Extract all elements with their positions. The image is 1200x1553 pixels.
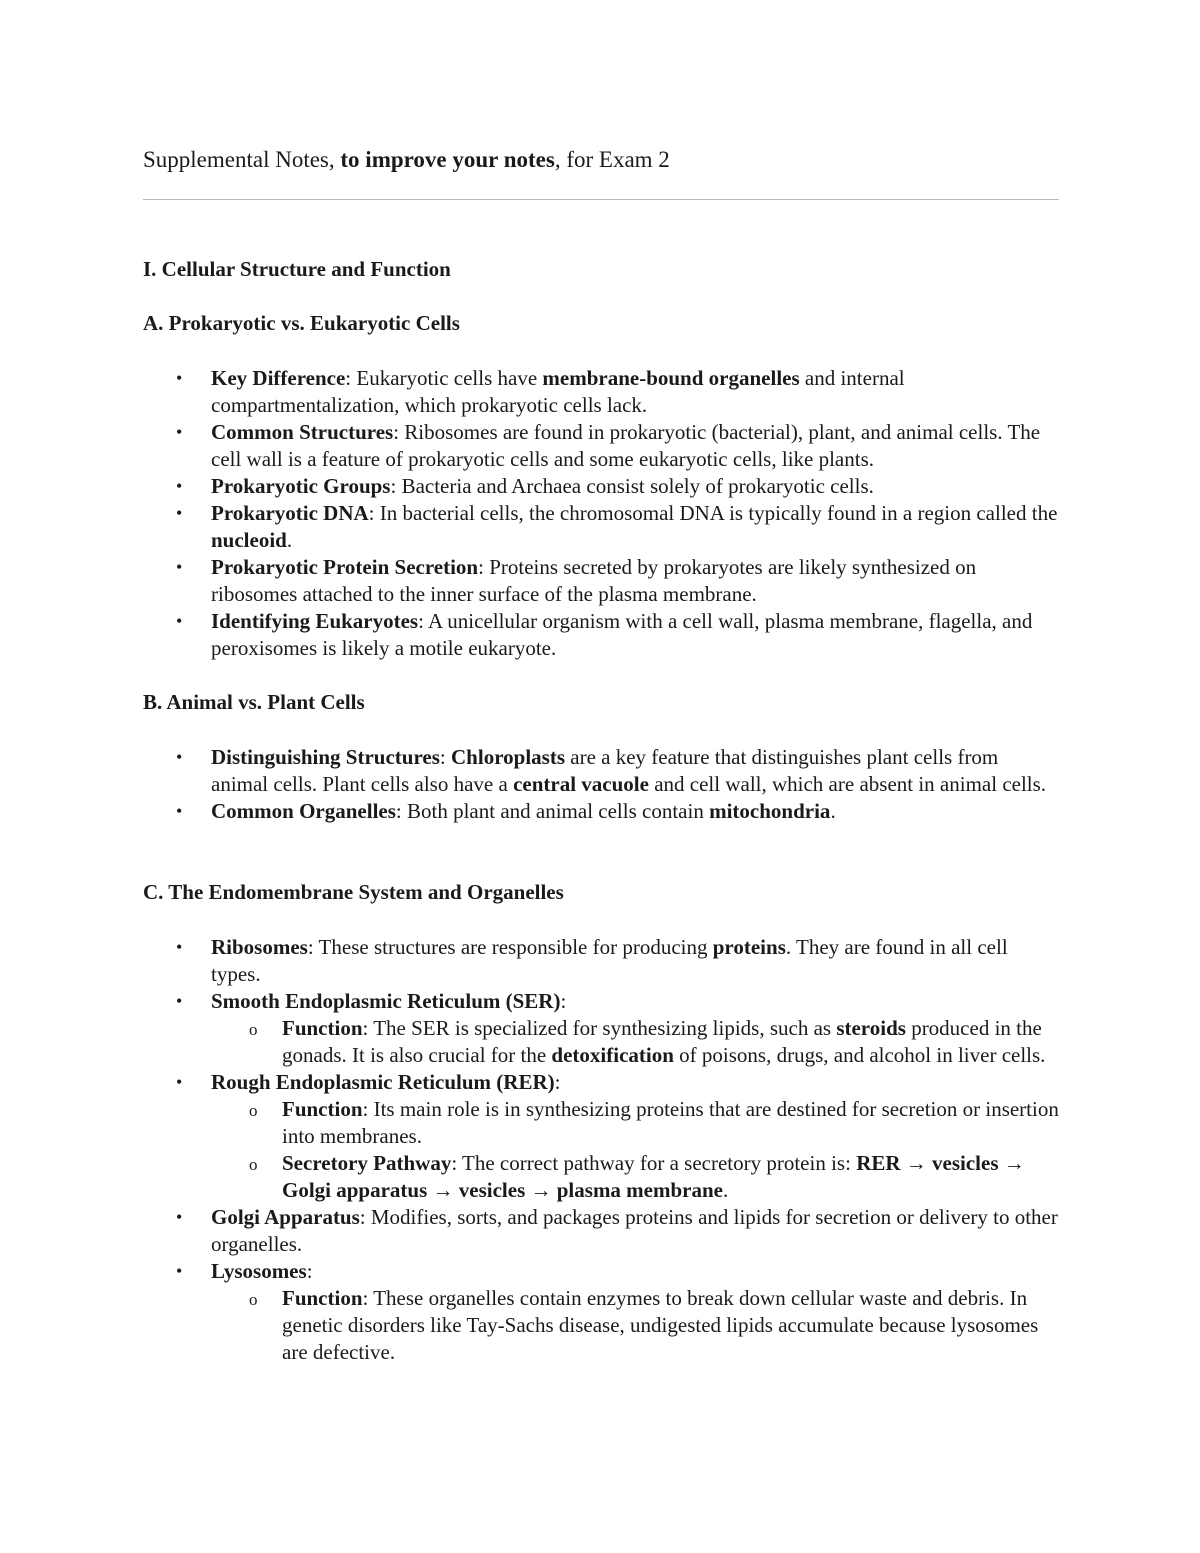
section-heading-animal-vs-plant: B. Animal vs. Plant Cells [143,690,365,714]
list-item-golgi: • Golgi Apparatus: Modifies, sorts, and packages proteins and lipids for secretion or delivery to other organelles. [176,1205,1058,1256]
title-text-end: , for Exam 2 [554,147,670,172]
bullet-icon: • [176,1207,183,1227]
list-item: • Prokaryotic Groups: Bacteria and Archaea consist solely of prokaryotic cells. [176,474,874,498]
list-endomembrane-system [143,934,1059,1366]
document-title [143,145,670,175]
sublist-rer [211,1096,1059,1204]
sublist-lysosomes [211,1285,1059,1366]
sublist-item: o Secretory Pathway: The correct pathway for a secretory protein is: RER → vesicles → Golgi apparatus → vesicles → plasma membrane. [249,1151,1025,1202]
list-prokaryotic-vs-eukaryotic [143,365,1059,662]
horizontal-rule [143,199,1059,200]
list-item: • Common Organelles: Both plant and animal cells contain mitochondria. [176,799,836,823]
title-emphasis: to improve your notes [340,147,555,172]
list-item-ser: • Smooth Endoplasmic Reticulum (SER): o Function: The SER is specialized for synthesizing lipids, such as steroids produced in the gonads. It is also crucial for the detoxification of poisons, drugs, and alcohol in liver cells. [143,988,1059,1069]
title-text: Supplemental Notes, [143,147,341,172]
bullet-icon: • [176,1261,183,1281]
bullet-icon: • [176,557,183,577]
list-item: • Distinguishing Structures: Chloroplasts are a key feature that distinguishes plant cells from animal cells. Plant cells also have a central vacuole and cell wall, which are absent in animal cells. [176,745,1047,796]
bullet-icon: • [176,611,183,631]
bullet-icon: • [176,1072,183,1092]
list-item-lysosomes: • Lysosomes: o Function: These organelles contain enzymes to break down cellular waste and debris. In genetic disorders like Tay-Sachs disease, undigested lipids accumulate because lysosomes are defective. [143,1258,1059,1366]
bullet-icon: • [176,747,183,767]
sublist-item: o Function: The SER is specialized for synthesizing lipids, such as steroids produced in the gonads. It is also crucial for the detoxification of poisons, drugs, and alcohol in liver cells. [249,1016,1046,1067]
section-heading-endomembrane-system: C. The Endomembrane System and Organelles [143,880,564,904]
list-item: • Key Difference: Eukaryotic cells have membrane-bound organelles and internal compartmentalization, which prokaryotic cells lack. [176,366,905,417]
bullet-icon: • [176,801,183,821]
list-item: • Prokaryotic DNA: In bacterial cells, the chromosomal DNA is typically found in a region called the nucleoid. [176,501,1058,552]
list-animal-vs-plant [143,744,1059,825]
sub-bullet-icon: o [249,1155,258,1174]
sublist-item: o Function: These organelles contain enzymes to break down cellular waste and debris. In genetic disorders like Tay-Sachs disease, undigested lipids accumulate because lysosomes are defective. [249,1286,1039,1364]
bullet-icon: • [176,476,183,496]
bullet-icon: • [176,937,183,957]
bullet-icon: • [176,422,183,442]
sub-bullet-icon: o [249,1020,258,1039]
sub-bullet-icon: o [249,1290,258,1309]
sub-bullet-icon: o [249,1101,258,1120]
list-item: • Prokaryotic Protein Secretion: Proteins secreted by prokaryotes are likely synthesized on ribosomes attached to the inner surface of the plasma membrane. [176,555,977,606]
list-item-rer: • Rough Endoplasmic Reticulum (RER): o Function: Its main role is in synthesizing proteins that are destined for secretion or insertion into membranes. o Secretory Pathway: The correct pathway for a secretory protein is: RER → vesicles → Golgi apparatus → vesicles → plasma membrane. [176,1070,1059,1202]
sublist-ser [211,1015,1059,1069]
section-heading-prokaryotic-vs-eukaryotic: A. Prokaryotic vs. Eukaryotic Cells [143,311,460,335]
bullet-icon: • [176,991,183,1011]
sublist-item: o Function: Its main role is in synthesizing proteins that are destined for secretion or insertion into membranes. [249,1097,1059,1148]
list-item-ribosomes: • Ribosomes: These structures are responsible for producing proteins. They are found in all cell types. [176,935,1008,986]
bullet-icon: • [176,503,183,523]
section-heading-cellular-structure: I. Cellular Structure and Function [143,257,451,281]
bullet-icon: • [176,368,183,388]
list-item: • Identifying Eukaryotes: A unicellular organism with a cell wall, plasma membrane, flagella, and peroxisomes is likely a motile eukaryote. [176,609,1033,660]
list-item: • Common Structures: Ribosomes are found in prokaryotic (bacterial), plant, and animal cells. The cell wall is a feature of prokaryotic cells and some eukaryotic cells, like plants. [176,420,1041,471]
